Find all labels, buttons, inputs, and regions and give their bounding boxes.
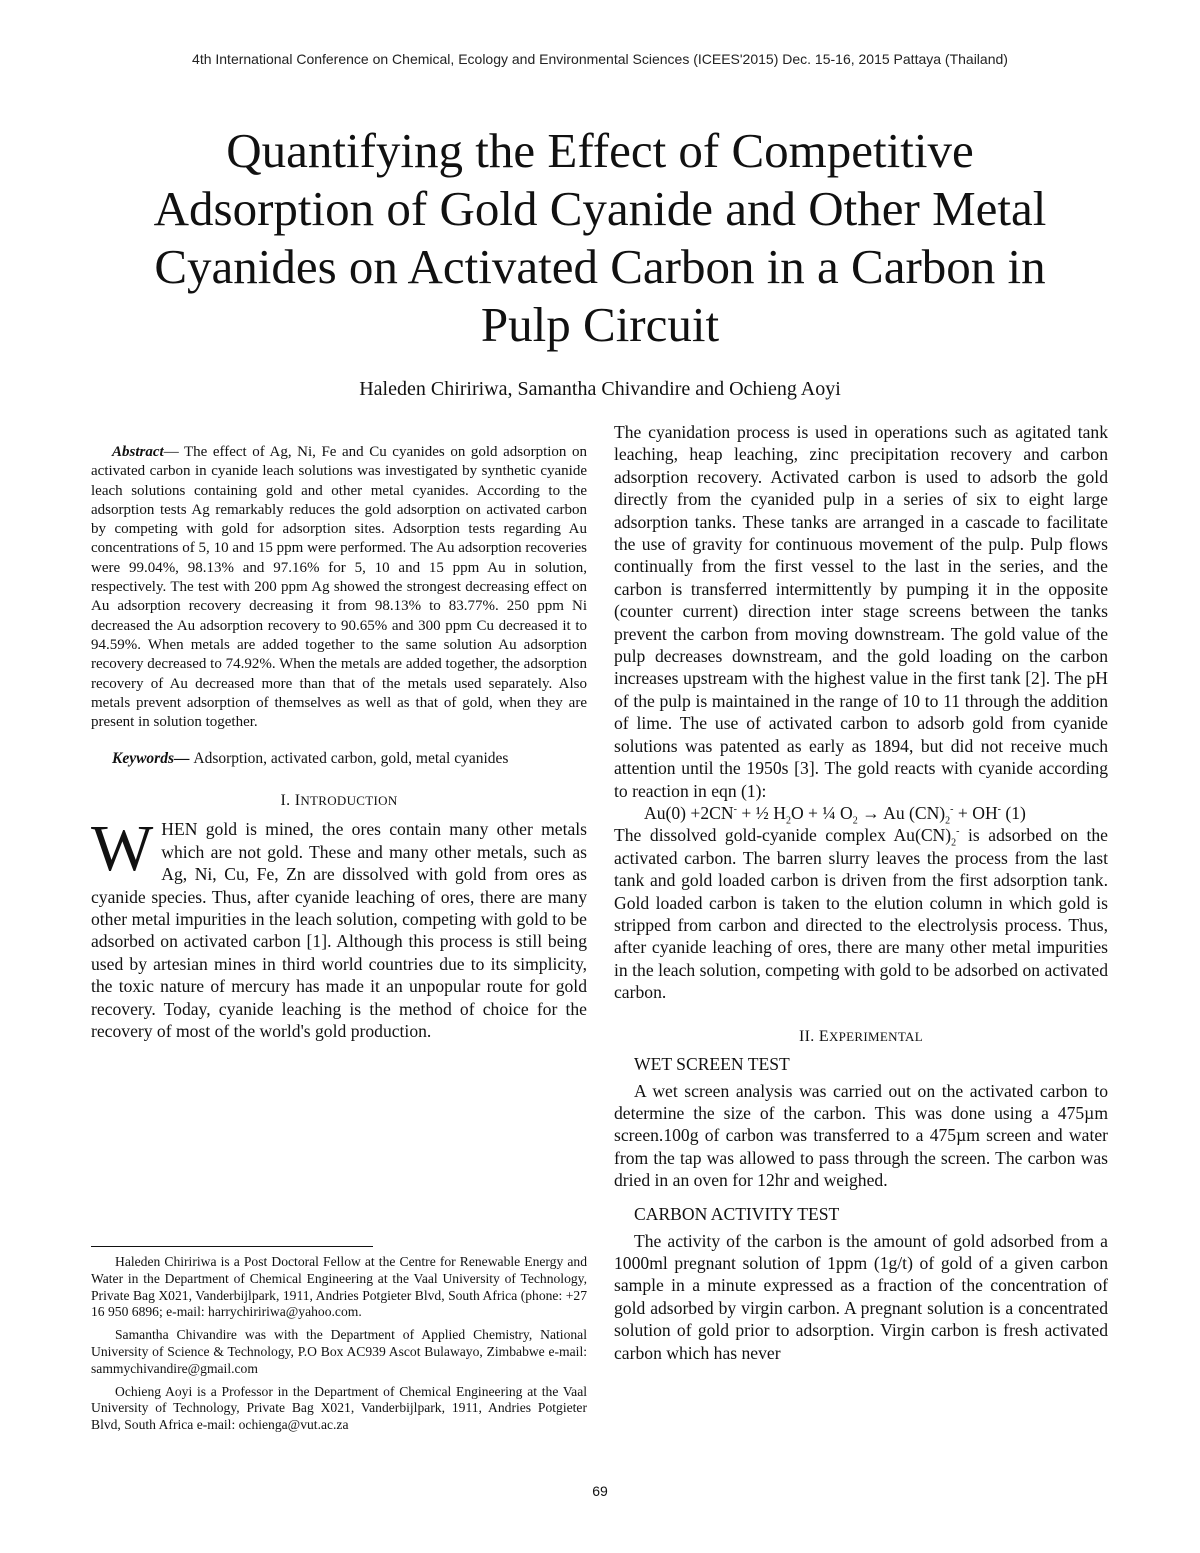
keywords: [91, 750, 587, 768]
experimental-heading: [614, 1028, 1108, 1046]
footnotes: [91, 1254, 587, 1440]
experimental-initial: E: [818, 1027, 829, 1045]
carbon-activity-text: The activity of the carbon is the amount of gold adsorbed from a 1000ml pregnant solution of 1ppm (1g/t) of gold of a given carbon sample in a minute expressed as a fraction of the concentration of gold adsorbed by virgin carbon. A pregnant solution is a concentrated solution of gold prior to adsorption. Virgin carbon is fresh activated carbon which has never: [614, 1230, 1108, 1363]
abstract-label: Abstract: [112, 444, 164, 460]
drop-cap: W: [91, 812, 154, 886]
equation-part: + OH: [953, 802, 998, 823]
equation-1: [614, 802, 1108, 827]
paper-authors: Haleden Chiririwa, Samantha Chivandire and Ochieng Aoyi: [359, 378, 841, 400]
paragraph-sub: 2: [951, 837, 957, 849]
abstract: [91, 443, 587, 732]
abstract-dash: —: [163, 444, 184, 460]
keywords-dash: —: [174, 750, 194, 768]
keywords-label: Keywords: [112, 750, 174, 768]
experimental-heading-rest: XPERIMENTAL: [828, 1028, 923, 1044]
gold-complex-paragraph: [614, 824, 1108, 1003]
paragraph-part: The dissolved gold-cyanide complex Au(CN): [614, 825, 952, 846]
conference-header: 4th International Conference on Chemical, Ecology and Environmental Sciences (ICEES'2015) Dec. 15-16, 2015 Pattaya (Thailand): [192, 51, 1008, 67]
introduction-text: [91, 812, 587, 1042]
equation-sub: 2: [852, 815, 858, 827]
introduction-heading: [91, 792, 587, 810]
equation-part: → Au (CN): [857, 802, 946, 823]
paper-title: Quantifying the Effect of Competitive Adsorption of Gold Cyanide and Other Metal Cyanides on Activated Carbon in a Carbon in Pulp Circuit: [153, 123, 1047, 352]
equation-part: O + ¼ O: [790, 802, 853, 823]
footnote-item: Haleden Chiririwa is a Post Doctoral Fellow at the Centre for Renewable Energy and Water in the Department of Chemical Engineering at the Vaal University of Technology, Private Bag X021, Vanderbijlpark, 1911, Andries Potgieter Blvd, South Africa (phone: +27 16 950 6896; e-mail: harrychiririwa@yahoo.com.: [91, 1254, 587, 1320]
equation-sup: -: [950, 804, 954, 816]
introduction-heading-rest: NTRODUCTION: [300, 793, 398, 809]
cyanidation-paragraph: The cyanidation process is used in operations such as agitated tank leaching, heap leaching, zinc precipitation recovery and carbon adsorption recovery. Activated carbon is used to adsorb the gold directly from the cyanided pulp in a series of six to eight large adsorption tanks. These tanks are arranged in a cascade to facilitate the use of gravity for continuous movement of the pulp. Pulp flows continually from the first vessel to the last in the series, and the carbon is transferred intermittently by pumping it in the opposite (counter current) direction inter stage screens between the tanks prevent the carbon from moving downstream. The gold value of the pulp decreases downstream, and the gold loading on the carbon increases upstream with the highest value in the first tank [2]. The pH of the pulp is maintained in the range of 10 to 11 through the addition of lime. The use of activated carbon to adsorb gold from cyanide solutions was patented as early as 1894, but did not receive much attention until the 1950s [3]. The gold reacts with cyanide according to reaction in eqn (1):: [614, 422, 1108, 801]
right-column: [614, 421, 1108, 1364]
equation-sub: 2: [945, 815, 951, 827]
paragraph-sup: -: [956, 826, 960, 838]
equation-number: (1): [1001, 802, 1026, 823]
wet-screen-text: A wet screen analysis was carried out on the activated carbon to determine the size of the carbon. This was done using a 475µm screen.100g of carbon was transferred to a 475µm screen and water from the tap was allowed to pass through the screen. The carbon was dried in an oven for 12hr and weighed.: [614, 1080, 1108, 1191]
keywords-text: Adsorption, activated carbon, gold, metal cyanides: [193, 750, 509, 768]
footnote-item: Ochieng Aoyi is a Professor in the Department of Chemical Engineering at the Vaal University of Technology, Private Bag X021, Vanderbijlpark, 1911, Andries Potgieter Blvd, South Africa e-mail: ochienga@vut.ac.za: [91, 1383, 587, 1433]
introduction-initial: I: [294, 792, 301, 810]
equation-sub: 2: [785, 815, 791, 827]
introduction-body: HEN gold is mined, the ores contain many other metals which are not gold. These and many other metals, such as Ag, Ni, Cu, Fe, Zn are dissolved with gold from ores as cyanide species. Thus, after cyanide leaching of ores, there are many other metal impurities in the leach solution, competing with gold to be adsorbed on activated carbon [1]. Although this process is still being used by artesian mines in third world countries due to its simplicity, the toxic nature of mercury has made it an unpopular route for gold recovery. Today, cyanide leaching is the method of choice for the recovery of most of the world's gold production.: [91, 819, 587, 1042]
footnote-item: Samantha Chivandire was with the Department of Applied Chemistry, National University of Science & Technology, P.O Box AC939 Ascot Bulawayo, Zimbabwe e-mail: sammychivandire@gmail.com: [91, 1327, 587, 1376]
experimental-numeral: II.: [799, 1027, 819, 1045]
carbon-activity-heading: CARBON ACTIVITY TEST: [634, 1203, 840, 1224]
equation-part: Au(0) +2CN: [644, 802, 734, 823]
equation-part: + ½ H: [736, 802, 786, 823]
wet-screen-heading: WET SCREEN TEST: [634, 1053, 790, 1074]
footnote-divider: [91, 1246, 373, 1247]
abstract-text: The effect of Ag, Ni, Fe and Cu cyanides on gold adsorption on activated carbon in cyanide leach solutions was investigated by synthetic cyanide leach solutions containing gold and other metal cyanides. According to the adsorption tests Ag remarkably reduces the gold adsorption on activated carbon by competing with gold for adsorption sites. Adsorption tests regarding Au concentrations of 5, 10 and 15 ppm were performed. The Au adsorption recoveries were 99.04%, 98.13% and 97.16% for 5, 10 and 15 ppm Au in solution, respectively. The test with 200 ppm Ag showed the strongest decreasing effect on Au adsorption recovery decreasing it from 98.13% to 83.77%. 250 ppm Ni decreased the Au adsorption recovery to 90.65% and 300 ppm Cu decreased it to 94.59%. When metals are added together to the same solution Au adsorption recovery decreased to 74.92%. When the metals are added together, the adsorption recovery of Au decreased more than that of the metals used separately. Also metals prevent adsorption of themselves as well as that of gold, when they are present in solution together.: [91, 444, 587, 731]
page-number: 69: [592, 1483, 608, 1499]
left-column: [91, 443, 587, 1043]
paragraph-part: is adsorbed on the activated carbon. The barren slurry leaves the process from the last tank and gold loaded carbon is driven from the first adsorption tank. Gold loaded carbon is taken to the elution column in which gold is stripped from carbon and directed to the electrolysis process. Thus, after cyanide leaching of ores, there are many other metal impurities in the leach solution, competing with gold to be adsorbed on activated carbon.: [614, 825, 1108, 1003]
introduction-numeral: I.: [280, 792, 295, 810]
equation-sup: -: [733, 804, 737, 816]
equation-sup: -: [997, 804, 1001, 816]
